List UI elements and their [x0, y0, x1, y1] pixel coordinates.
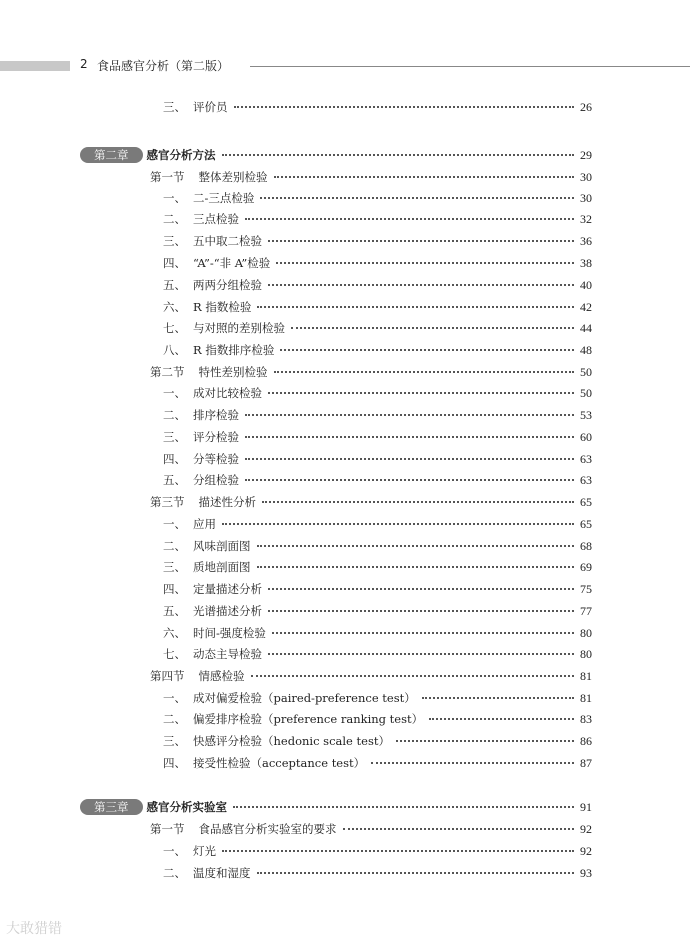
- item-title: 两两分组检验: [193, 278, 262, 292]
- toc-page-number: 91: [580, 800, 592, 814]
- leader-dots: [257, 306, 574, 308]
- toc-page-number: 53: [580, 408, 592, 422]
- toc-page-number: 40: [580, 278, 592, 292]
- toc-entry-item: [0, 864, 690, 882]
- leader-dots: [274, 371, 575, 373]
- leader-dots: [268, 392, 574, 394]
- item-title: 排序检验: [193, 408, 239, 422]
- leader-dots: [422, 697, 574, 699]
- toc-page-number: 92: [580, 844, 592, 858]
- leader-dots: [245, 414, 574, 416]
- toc-page-number: 93: [580, 866, 592, 880]
- leader-dots: [251, 675, 575, 677]
- item-number: 二、: [163, 539, 186, 553]
- toc-entry-item: [0, 624, 690, 642]
- toc-page-number: 50: [580, 386, 592, 400]
- item-title: 风味剖面图: [193, 539, 251, 553]
- toc-entry-label: [150, 667, 251, 685]
- item-number: 二、: [163, 212, 186, 226]
- toc-entry-label: [163, 624, 272, 642]
- toc-entry-item: [0, 645, 690, 663]
- toc-page-number: 65: [580, 517, 592, 531]
- toc-entry-section: [0, 363, 690, 381]
- leader-dots: [260, 197, 574, 199]
- item-number: 二、: [163, 712, 186, 726]
- item-title: 与对照的差别检验: [193, 321, 285, 335]
- leader-dots: [268, 240, 574, 242]
- toc-entry-label: [163, 710, 429, 728]
- leader-dots: [257, 545, 575, 547]
- toc-entry-section: [0, 820, 690, 838]
- toc-entry-item: [0, 471, 690, 489]
- chapter-title: 感官分析实验室: [146, 800, 227, 814]
- item-number: 三、: [163, 234, 186, 248]
- page-number: 2: [80, 57, 88, 71]
- item-number: 三、: [163, 430, 186, 444]
- header-bar: [0, 61, 70, 71]
- toc-page-number: 63: [580, 473, 592, 487]
- item-title: R 指数排序检验: [193, 343, 275, 357]
- toc-entry-item: [0, 842, 690, 860]
- item-number: 一、: [163, 191, 186, 205]
- item-number: 一、: [163, 691, 186, 705]
- leader-dots: [371, 762, 574, 764]
- toc-entry-label: [150, 493, 262, 511]
- leader-dots: [222, 154, 575, 156]
- toc-entry-label: [163, 384, 268, 402]
- toc-entry-label: [163, 298, 257, 316]
- item-number: 一、: [163, 844, 186, 858]
- toc-entry-label: [163, 754, 371, 772]
- toc-entry-section: [0, 493, 690, 511]
- section-title: 情感检验: [198, 669, 245, 683]
- toc-entry-label: [150, 820, 343, 838]
- toc-page-number: 86: [580, 734, 592, 748]
- toc-entry-label: [80, 146, 222, 164]
- leader-dots: [245, 218, 574, 220]
- toc-entry-label: [163, 689, 422, 707]
- leader-dots: [222, 523, 574, 525]
- leader-dots: [245, 458, 574, 460]
- item-title: 三点检验: [193, 212, 239, 226]
- toc-page-number: 77: [580, 604, 592, 618]
- item-title: 评分检验: [193, 430, 239, 444]
- leader-dots: [245, 436, 574, 438]
- item-title: 动态主导检验: [193, 647, 262, 661]
- toc-entry-item: [0, 384, 690, 402]
- toc-entry-label: [163, 406, 245, 424]
- item-number: 三、: [163, 560, 186, 574]
- toc-entry-item: [0, 189, 690, 207]
- section-number: 第一节: [150, 170, 185, 184]
- toc-page-number: 63: [580, 452, 592, 466]
- item-number: 五、: [163, 473, 186, 487]
- toc-page-number: 80: [580, 626, 592, 640]
- item-number: 一、: [163, 517, 186, 531]
- toc-entry-label: [163, 450, 245, 468]
- toc-entry-item: [0, 602, 690, 620]
- toc-entry-item: [0, 754, 690, 772]
- toc-entry-item: [0, 98, 690, 116]
- chapter-badge: 第二章: [80, 147, 143, 163]
- item-number: 六、: [163, 300, 186, 314]
- toc-entry-label: [150, 363, 274, 381]
- toc-page-number: 69: [580, 560, 592, 574]
- toc-entry-label: [163, 341, 280, 359]
- toc-page-number: 38: [580, 256, 592, 270]
- section-title: 整体差别检验: [198, 170, 268, 184]
- item-number: 一、: [163, 386, 186, 400]
- section-title: 食品感官分析实验室的要求: [198, 822, 337, 836]
- section-number: 第二节: [150, 365, 185, 379]
- toc-entry-chapter: [0, 798, 690, 816]
- item-title: 五中取二检验: [193, 234, 262, 248]
- toc-entry-item: [0, 254, 690, 272]
- page-header: [0, 57, 690, 75]
- section-title: 描述性分析: [198, 495, 256, 509]
- item-title: 快感评分检验（hedonic scale test）: [193, 734, 390, 748]
- item-number: 三、: [163, 734, 186, 748]
- toc-page-number: 42: [580, 300, 592, 314]
- toc-entry-item: [0, 210, 690, 228]
- section-number: 第三节: [150, 495, 185, 509]
- item-title: 分组检验: [193, 473, 239, 487]
- leader-dots: [280, 349, 574, 351]
- leader-dots: [268, 284, 574, 286]
- toc-page-number: 50: [580, 365, 592, 379]
- leader-dots: [268, 588, 574, 590]
- book-title: 食品感官分析（第二版）: [97, 59, 230, 73]
- toc-page-number: 26: [580, 100, 592, 114]
- item-number: 二、: [163, 866, 186, 880]
- toc-page-number: 83: [580, 712, 592, 726]
- leader-dots: [233, 806, 574, 808]
- toc-entry-item: [0, 276, 690, 294]
- item-title: 成对比较检验: [193, 386, 262, 400]
- toc-page-number: 80: [580, 647, 592, 661]
- toc-entry-label: [163, 98, 234, 116]
- toc-entry-chapter: [0, 146, 690, 164]
- toc-page-number: 60: [580, 430, 592, 444]
- toc-entry-item: [0, 689, 690, 707]
- item-title: 定量描述分析: [193, 582, 262, 596]
- toc-entry-label: [163, 319, 291, 337]
- item-title: 成对偏爱检验（paired-preference test）: [193, 691, 416, 705]
- toc-entry-label: [163, 210, 245, 228]
- item-title: 灯光: [193, 844, 216, 858]
- toc-entry-item: [0, 298, 690, 316]
- section-number: 第一节: [150, 822, 185, 836]
- toc-page-number: 36: [580, 234, 592, 248]
- toc-entry-section: [0, 168, 690, 186]
- toc-entry-label: [163, 276, 268, 294]
- leader-dots: [396, 740, 574, 742]
- toc-entry-label: [163, 189, 260, 207]
- item-title: 接受性检验（acceptance test）: [193, 756, 366, 770]
- toc-entry-label: [163, 428, 245, 446]
- item-title: 评价员: [193, 100, 228, 114]
- item-number: 四、: [163, 582, 186, 596]
- toc-entry-item: [0, 558, 690, 576]
- toc-page-number: 30: [580, 191, 592, 205]
- toc-page-number: 81: [580, 691, 592, 705]
- item-number: 七、: [163, 321, 186, 335]
- item-title: 应用: [193, 517, 216, 531]
- item-number: 六、: [163, 626, 186, 640]
- item-number: 四、: [163, 256, 186, 270]
- item-number: 四、: [163, 452, 186, 466]
- toc-entry-item: [0, 232, 690, 250]
- leader-dots: [274, 176, 575, 178]
- leader-dots: [268, 610, 574, 612]
- leader-dots: [291, 327, 574, 329]
- section-title: 特性差别检验: [198, 365, 268, 379]
- toc-page-number: 75: [580, 582, 592, 596]
- toc-entry-item: [0, 580, 690, 598]
- item-number: 二、: [163, 408, 186, 422]
- item-title: 质地剖面图: [193, 560, 251, 574]
- toc-entry-item: [0, 515, 690, 533]
- toc-page-number: 87: [580, 756, 592, 770]
- chapter-title: 感官分析方法: [146, 148, 216, 162]
- leader-dots: [257, 872, 575, 874]
- watermark: 大敢猎错: [6, 921, 62, 937]
- toc-entry-item: [0, 537, 690, 555]
- leader-dots: [343, 828, 575, 830]
- toc-page-number: 81: [580, 669, 592, 683]
- item-title: 时间-强度检验: [193, 626, 266, 640]
- toc-entry-label: [163, 645, 268, 663]
- toc-entry-item: [0, 450, 690, 468]
- leader-dots: [245, 479, 574, 481]
- toc-entry-item: [0, 341, 690, 359]
- item-title: 偏爱排序检验（preference ranking test）: [193, 712, 424, 726]
- item-number: 七、: [163, 647, 186, 661]
- item-number: 五、: [163, 604, 186, 618]
- toc-entry-label: [163, 732, 396, 750]
- toc-page-number: 30: [580, 170, 592, 184]
- toc-page-number: 48: [580, 343, 592, 357]
- toc-entry-label: [163, 864, 257, 882]
- toc-page-number: 68: [580, 539, 592, 553]
- leader-dots: [268, 653, 574, 655]
- toc-entry-item: [0, 406, 690, 424]
- toc-entry-label: [163, 580, 268, 598]
- toc-entry-label: [163, 558, 257, 576]
- item-title: 分等检验: [193, 452, 239, 466]
- leader-dots: [257, 566, 575, 568]
- item-title: 光谱描述分析: [193, 604, 262, 618]
- toc-entry-item: [0, 428, 690, 446]
- item-title: 温度和湿度: [193, 866, 251, 880]
- toc-entry-item: [0, 319, 690, 337]
- leader-dots: [222, 850, 574, 852]
- toc-entry-label: [163, 842, 222, 860]
- leader-dots: [272, 632, 574, 634]
- leader-dots: [234, 106, 575, 108]
- item-number: 八、: [163, 343, 186, 357]
- item-number: 三、: [163, 100, 186, 114]
- item-title: “A”-“非 A”检验: [193, 256, 271, 270]
- item-number: 四、: [163, 756, 186, 770]
- toc-entry-item: [0, 732, 690, 750]
- item-number: 五、: [163, 278, 186, 292]
- toc-entry-label: [163, 515, 222, 533]
- toc-entry-label: [163, 254, 276, 272]
- header-rule: [250, 66, 690, 67]
- chapter-badge: 第三章: [80, 799, 143, 815]
- toc-entry-label: [163, 471, 245, 489]
- toc-entry-label: [80, 798, 233, 816]
- leader-dots: [276, 262, 574, 264]
- section-number: 第四节: [150, 669, 185, 683]
- toc-entry-item: [0, 710, 690, 728]
- toc-entry-label: [163, 602, 268, 620]
- toc-entry-label: [163, 537, 257, 555]
- toc-page-number: 65: [580, 495, 592, 509]
- item-title: 二-三点检验: [193, 191, 255, 205]
- toc-entry-section: [0, 667, 690, 685]
- toc-page-number: 44: [580, 321, 592, 335]
- leader-dots: [429, 718, 574, 720]
- leader-dots: [262, 501, 574, 503]
- toc-entry-label: [163, 232, 268, 250]
- toc-page-number: 29: [580, 148, 592, 162]
- toc-page-number: 32: [580, 212, 592, 226]
- item-title: R 指数检验: [193, 300, 252, 314]
- toc-page-number: 92: [580, 822, 592, 836]
- toc-entry-label: [150, 168, 274, 186]
